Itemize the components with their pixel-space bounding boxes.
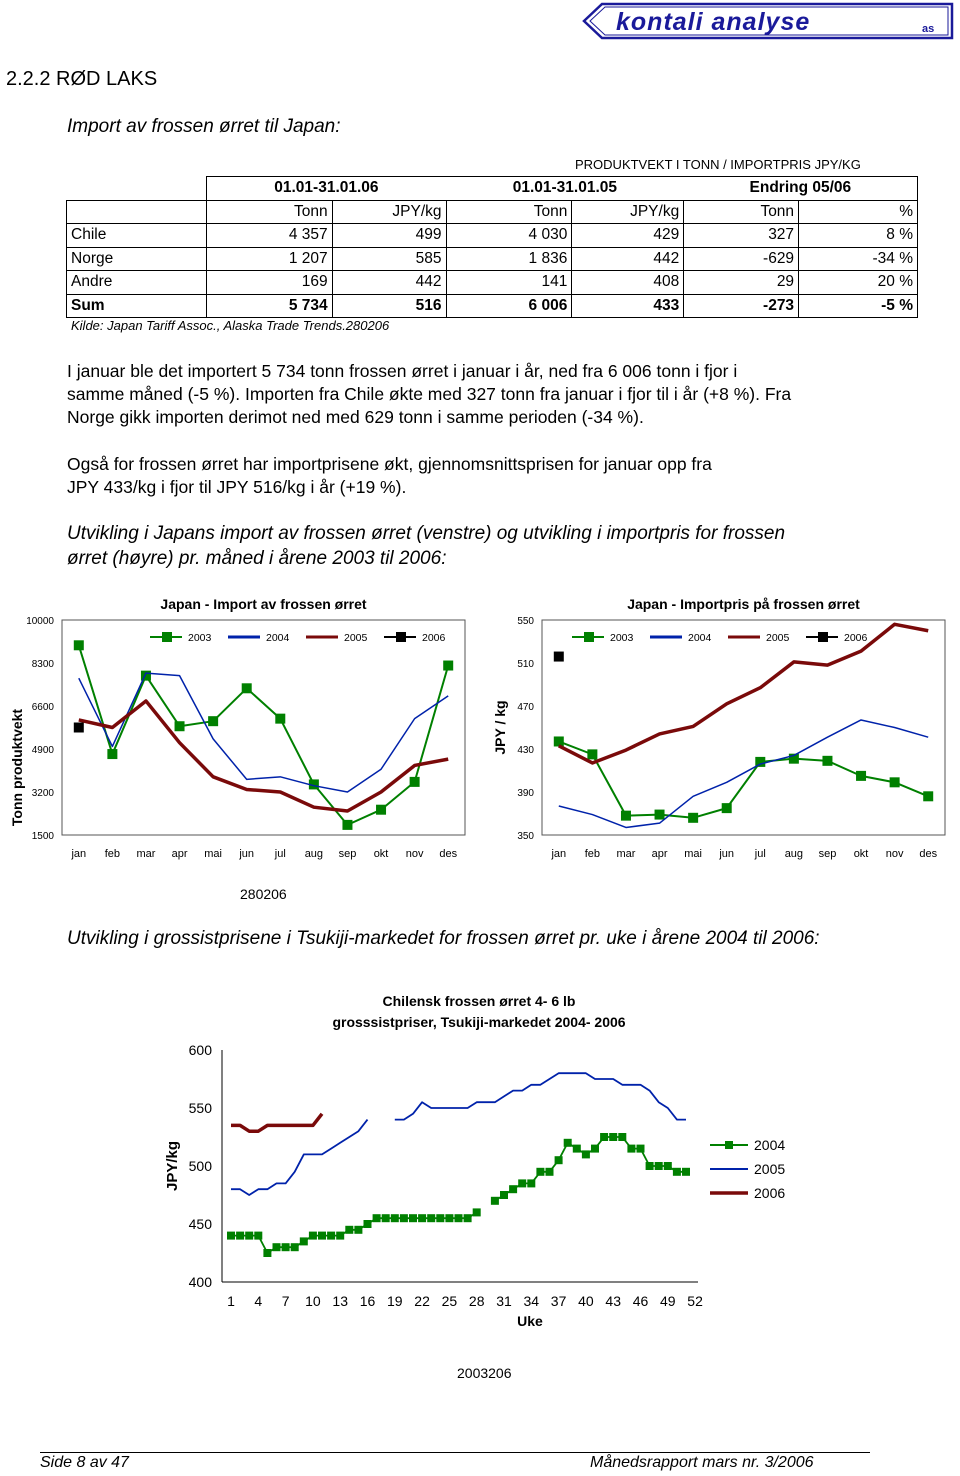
x-tick-label: nov [885,848,904,860]
text-line: samme måned (-5 %). Importen fra Chile økte med 327 tonn fra januar i fjor til i år (+8 %). Fra [67,384,792,404]
data-point-2004 [282,1243,290,1251]
data-point-2003 [275,714,285,724]
y-tick-label: 470 [517,702,534,713]
chart-title: Chilensk frossen ørret 4- 6 lb [382,993,576,1009]
data-point-2003 [74,640,84,650]
data-point-2003 [342,820,352,830]
data-point-2004 [509,1185,517,1193]
x-tick-label: 22 [414,1293,430,1309]
period-change: Endring 05/06 [684,177,918,201]
y-tick-label: 430 [517,745,534,756]
x-tick-label: des [439,848,458,860]
y-tick-label: 550 [188,1100,212,1116]
data-point-2004 [382,1214,390,1222]
x-tick-label: 52 [687,1293,703,1309]
data-point-2004 [373,1214,381,1222]
table-cell: 8 % [799,224,918,248]
chart-note: 280206 [240,886,287,902]
caption-monthly [67,521,927,571]
y-tick-label: 450 [188,1216,212,1232]
y-tick-label: 6600 [31,702,54,713]
table-cell: 5 734 [206,294,332,318]
text-line: Norge gikk importen derimot ned med 629 tonn i samme perioden (-34 %). [67,407,644,427]
data-point-2004 [400,1214,408,1222]
text-line: JPY 433/kg i fjor til JPY 516/kg i år (+19 %). [67,477,407,497]
table-cell: 327 [684,224,799,248]
legend-label: 2004 [266,632,290,644]
legend-label: 2006 [422,632,446,644]
table-cell: 169 [206,271,332,295]
y-tick-label: 350 [517,831,534,842]
data-point-2004 [445,1214,453,1222]
data-point-2006 [74,723,84,733]
legend-label: 2006 [844,632,868,644]
x-tick-label: okt [373,848,389,860]
row-label: Sum [67,294,207,318]
table-cell: 408 [572,271,684,295]
data-point-2003 [722,803,732,813]
data-point-2003 [443,661,453,671]
plot-area [62,620,465,835]
data-point-2004 [664,1162,672,1170]
unit-cell: Tonn [684,200,799,224]
legend-label: 2003 [188,632,212,644]
data-point-2004 [546,1168,554,1176]
table-cell: 429 [572,224,684,248]
data-point-2004 [473,1208,481,1216]
x-tick-label: jan [71,848,87,860]
chart-title: grosssistpriser, Tsukiji-markedet 2004- 2006 [332,1014,626,1030]
table-cell: 499 [332,224,446,248]
data-point-2004 [227,1232,235,1240]
y-axis-title: Tonn produktvekt [9,708,25,827]
data-point-2004 [609,1133,617,1141]
data-point-2004 [591,1145,599,1153]
legend-marker-2004 [725,1141,733,1149]
y-tick-label: 510 [517,659,534,670]
data-point-2004 [618,1133,626,1141]
x-tick-label: 19 [387,1293,403,1309]
data-point-2004 [637,1145,645,1153]
table-row [67,271,918,295]
x-tick-label: 31 [496,1293,512,1309]
legend-label: 2004 [754,1137,786,1153]
x-tick-label: 25 [441,1293,458,1309]
logo-text: kontali analyse [616,8,811,36]
row-label: Chile [67,224,207,248]
row-label: Andre [67,271,207,295]
table-cell: 20 % [799,271,918,295]
series-line-2005 [559,624,928,763]
table-period-row [67,177,918,201]
footer-page: Side 8 av 47 [40,1454,129,1471]
y-tick-label: 550 [517,616,534,627]
data-point-2004 [436,1214,444,1222]
table-cell: -629 [684,247,799,271]
data-point-2004 [409,1214,417,1222]
data-point-2004 [555,1156,563,1164]
chart-note: 2003206 [457,1365,512,1381]
data-point-2003 [410,777,420,787]
caption-weekly [67,926,927,951]
data-point-2004 [336,1232,344,1240]
series-line-2006 [231,1114,322,1131]
chart-title: Japan - Import av frossen ørret [160,596,367,612]
y-tick-label: 10000 [26,616,54,627]
x-tick-label: jun [719,848,735,860]
x-tick-label: 28 [468,1293,485,1309]
unit-cell: % [799,200,918,224]
legend-label: 2005 [344,632,368,644]
x-tick-label: nov [405,848,424,860]
series-line-2004 [79,673,448,792]
x-tick-label: jan [551,848,567,860]
data-point-2003 [242,683,252,693]
data-point-2004 [300,1237,308,1245]
unit-cell: JPY/kg [572,200,684,224]
text-line: Utvikling i grossistprisene i Tsukiji-markedet for frossen ørret pr. uke i årene 2004 til 2006: [67,928,820,949]
data-point-2004 [427,1214,435,1222]
x-tick-label: mar [136,848,156,860]
import-volume-chart [0,590,480,870]
y-tick-label: 3200 [31,788,54,799]
data-point-2004 [655,1162,663,1170]
table-cell: 442 [332,271,446,295]
y-tick-label: 4900 [31,745,54,756]
y-tick-label: 500 [188,1158,212,1174]
data-point-2003 [822,756,832,766]
x-tick-label: aug [304,848,324,860]
data-point-2004 [527,1179,535,1187]
table-cell: -34 % [799,247,918,271]
data-point-2004 [354,1226,362,1234]
table-row [67,224,918,248]
x-tick-label: 37 [550,1293,567,1309]
data-point-2004 [254,1232,262,1240]
import-table [66,176,918,318]
data-point-2004 [245,1232,253,1240]
x-tick-label: 1 [227,1293,235,1309]
table-cell: 141 [446,271,572,295]
kontali-logo [580,2,960,40]
data-point-2004 [600,1133,608,1141]
data-point-2004 [327,1232,335,1240]
data-point-2004 [263,1249,271,1257]
series-line-2005 [395,1073,686,1119]
unit-cell: Tonn [446,200,572,224]
table-cell: -5 % [799,294,918,318]
data-point-2004 [273,1243,281,1251]
data-point-2004 [391,1214,399,1222]
period-2006: 01.01-31.01.06 [206,177,446,201]
data-point-2003 [856,771,866,781]
table-caption: PRODUKTVEKT I TONN / IMPORTPRIS JPY/KG [575,157,861,172]
data-point-2004 [345,1226,353,1234]
data-point-2003 [688,813,698,823]
text-line: I januar ble det importert 5 734 tonn frossen ørret i januar i år, ned fra 6 006 tonn i fjor i [67,361,738,381]
legend-label: 2005 [754,1161,786,1177]
data-point-2003 [107,749,117,759]
x-tick-label: 40 [578,1293,594,1309]
data-point-2004 [455,1214,463,1222]
x-tick-label: 49 [660,1293,676,1309]
x-tick-label: 34 [523,1293,540,1309]
x-tick-label: aug [784,848,804,860]
legend-label: 2003 [610,632,634,644]
x-tick-label: mar [616,848,636,860]
y-tick-label: 400 [188,1274,212,1290]
x-tick-label: mai [684,848,702,860]
x-axis-title: Uke [517,1313,543,1329]
data-point-2004 [582,1150,590,1158]
x-tick-label: 10 [305,1293,321,1309]
data-point-2003 [890,777,900,787]
table-cell: 4 030 [446,224,572,248]
table-unit-row [67,200,918,224]
legend-label: 2006 [754,1185,786,1201]
table-cell: 585 [332,247,446,271]
x-tick-label: jul [754,848,766,860]
table-cell: -273 [684,294,799,318]
legend-marker-2003 [584,632,594,642]
table-source: Kilde: Japan Tariff Assoc., Alaska Trade Trends.280206 [71,318,390,333]
unit-cell: Tonn [206,200,332,224]
table-cell: 1 836 [446,247,572,271]
paragraph-2 [67,453,917,499]
table-row [67,247,918,271]
data-point-2003 [587,749,597,759]
series-line-2004 [559,720,928,828]
text-line: ørret (høyre) pr. måned i årene 2003 til 2006: [67,548,447,569]
x-tick-label: 16 [359,1293,376,1309]
legend-marker-2006 [396,632,406,642]
plot-area [542,620,945,835]
paragraph-1 [67,360,917,429]
y-axis-title: JPY/kg [164,1140,181,1192]
x-tick-label: 7 [281,1293,290,1309]
table-cell: 4 357 [206,224,332,248]
period-2005: 01.01-31.01.05 [446,177,684,201]
data-point-2004 [564,1139,572,1147]
data-point-2003 [376,805,386,815]
legend-label: 2004 [688,632,712,644]
data-point-2003 [554,736,564,746]
chart-title: Japan - Importpris på frossen ørret [627,596,860,612]
y-tick-label: 600 [188,1042,212,1058]
data-point-2004 [364,1220,372,1228]
x-tick-label: feb [104,848,121,860]
data-point-2004 [627,1145,635,1153]
data-point-2004 [646,1162,654,1170]
data-point-2004 [418,1214,426,1222]
text-line: Også for frossen ørret har importprisene økt, gjennomsnittsprisen for januar opp fra [67,454,712,474]
y-axis-title: JPY / kg [492,700,508,755]
section-title: 2.2.2 RØD LAKS [6,68,158,90]
import-price-chart [480,590,960,870]
legend-label: 2005 [766,632,790,644]
table-cell: 516 [332,294,446,318]
x-tick-label: apr [171,848,188,860]
tsukiji-price-chart [150,985,810,1335]
x-tick-label: apr [651,848,668,860]
data-point-2003 [655,810,665,820]
legend-marker-2006 [818,632,828,642]
footer-report: Månedsrapport mars nr. 3/2006 [590,1454,814,1471]
data-point-2004 [518,1179,526,1187]
x-tick-label: feb [584,848,601,860]
logo-mark: as [922,23,935,35]
x-tick-label: des [919,848,938,860]
x-tick-label: mai [204,848,222,860]
data-point-2004 [309,1232,317,1240]
x-tick-label: jun [239,848,255,860]
data-point-2004 [464,1214,472,1222]
x-tick-label: sep [818,848,837,860]
unit-cell: JPY/kg [332,200,446,224]
x-tick-label: 4 [254,1293,263,1309]
data-point-2003 [175,721,185,731]
data-point-2003 [621,811,631,821]
x-tick-label: 13 [332,1293,348,1309]
text-line: Utvikling i Japans import av frossen ørret (venstre) og utvikling i importpris for frossen [67,523,786,544]
data-point-2004 [291,1243,299,1251]
x-tick-label: 43 [605,1293,621,1309]
table-cell: 433 [572,294,684,318]
data-point-2004 [491,1197,499,1205]
x-tick-label: okt [853,848,869,860]
data-point-2004 [500,1191,508,1199]
data-point-2004 [682,1168,690,1176]
legend-marker-2003 [162,632,172,642]
x-tick-label: 46 [632,1293,649,1309]
x-tick-label: jul [274,848,286,860]
data-point-2004 [236,1232,244,1240]
table-cell: 29 [684,271,799,295]
x-tick-label: sep [338,848,357,860]
table-cell: 1 207 [206,247,332,271]
data-point-2004 [536,1168,544,1176]
data-point-2003 [208,716,218,726]
table-cell: 442 [572,247,684,271]
y-tick-label: 8300 [31,659,54,670]
series-line-2003 [79,645,448,825]
data-point-2003 [923,791,933,801]
data-point-2006 [554,652,564,662]
data-point-2004 [573,1145,581,1153]
table-cell: 6 006 [446,294,572,318]
table-sum-row [67,294,918,318]
table-heading: Import av frossen ørret til Japan: [67,116,341,137]
row-label: Norge [67,247,207,271]
y-tick-label: 1500 [31,831,54,842]
data-point-2004 [673,1168,681,1176]
data-point-2004 [318,1232,326,1240]
y-tick-label: 390 [517,788,534,799]
series-line-2005 [79,701,448,811]
